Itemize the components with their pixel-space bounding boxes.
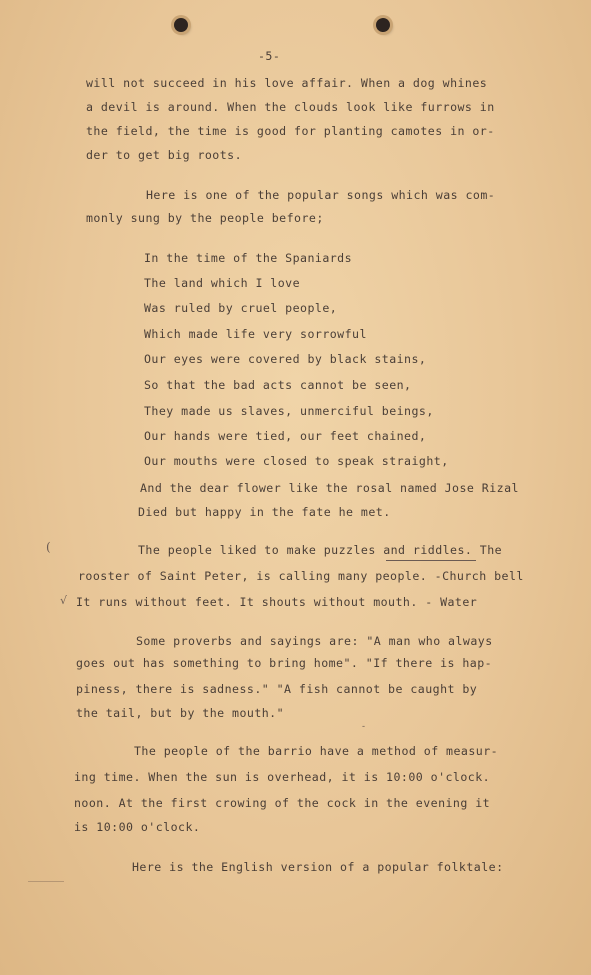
paragraph-5-line-1: The people of the barrio have a method of measur- xyxy=(134,744,499,758)
poem-line-2: The land which I love xyxy=(144,276,301,290)
paragraph-6-line-1: Here is the English version of a popular folktale: xyxy=(132,860,504,874)
poem-line-5: Our eyes were covered by black stains, xyxy=(144,352,427,366)
paragraph-4-line-3: piness, there is sadness." "A fish cannot be caught by xyxy=(76,682,478,696)
paragraph-3-line-2: rooster of Saint Peter, is calling many people. -Church bell xyxy=(78,569,524,583)
paragraph-3-line-3: It runs without feet. It shouts without mouth. - Water xyxy=(76,595,478,609)
paragraph-5-line-4: is 10:00 o'clock. xyxy=(74,820,201,834)
poem-line-7: They made us slaves, unmerciful beings, xyxy=(144,404,434,418)
paragraph-3-line-1: The people liked to make puzzles and riddles. The xyxy=(138,543,503,557)
poem-line-10: And the dear flower like the rosal named Jose Rizal xyxy=(140,481,519,495)
pencil-underline xyxy=(386,560,476,562)
poem-line-1: In the time of the Spaniards xyxy=(144,251,353,265)
paragraph-4-line-2: goes out has something to bring home". "If there is hap- xyxy=(76,656,493,670)
pencil-check-mark: √ xyxy=(60,594,68,607)
paragraph-1-line-3: the field, the time is good for planting camotes in or- xyxy=(86,124,495,138)
poem-line-3: Was ruled by cruel people, xyxy=(144,301,338,315)
paragraph-2-line-2: monly sung by the people before; xyxy=(86,211,324,225)
paragraph-5-line-2: ing time. When the sun is overhead, it is 10:00 o'clock. xyxy=(74,770,491,784)
pencil-mark-paren: ( xyxy=(46,540,51,554)
margin-rule xyxy=(28,881,64,882)
poem-line-6: So that the bad acts cannot be seen, xyxy=(144,378,412,392)
poem-line-9: Our mouths were closed to speak straight, xyxy=(144,454,449,468)
paragraph-4-line-4: the tail, but by the mouth." xyxy=(76,706,285,720)
punch-hole-left xyxy=(174,18,188,32)
poem-line-8: Our hands were tied, our feet chained, xyxy=(144,429,427,443)
paragraph-2-line-1: Here is one of the popular songs which was com- xyxy=(146,188,496,202)
paragraph-5-line-3: noon. At the first crowing of the cock in the evening it xyxy=(74,796,491,810)
paragraph-1-line-2: a devil is around. When the clouds look like furrows in xyxy=(86,100,495,114)
paragraph-1-line-4: der to get big roots. xyxy=(86,148,243,162)
page-number: -5- xyxy=(258,49,281,63)
paragraph-1-line-1: will not succeed in his love affair. When a dog whines xyxy=(86,76,488,90)
poem-line-4: Which made life very sorrowful xyxy=(144,327,367,341)
ink-speck: - xyxy=(362,722,366,732)
punch-hole-right xyxy=(376,18,390,32)
paragraph-4-line-1: Some proverbs and sayings are: "A man who always xyxy=(136,634,493,648)
poem-line-11: Died but happy in the fate he met. xyxy=(138,505,391,519)
